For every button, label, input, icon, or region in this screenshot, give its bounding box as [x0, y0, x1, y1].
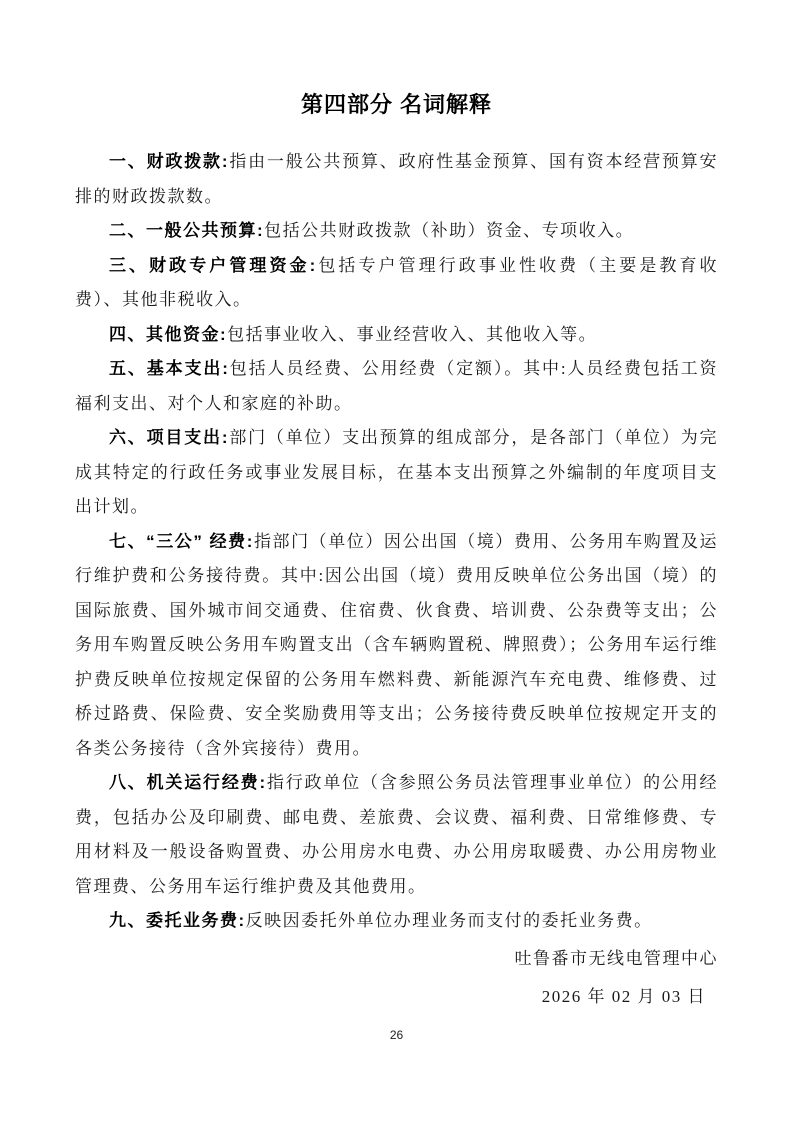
- term-paragraph: [75, 249, 718, 318]
- term-definition: 部门（单位）支出预算的组成部分，是各部门（单位）为完成其特定的行政任务或事业发展目标，在基本支出预算之外编制的年度项目支出计划。: [75, 428, 718, 516]
- term-definition: 反映因委托外单位办理业务而支付的委托业务费。: [245, 911, 653, 930]
- term-label: 五、基本支出:: [109, 359, 230, 378]
- term-paragraph: [75, 318, 718, 353]
- term-definition: 包括人员经费、公用经费（定额）。其中:人员经费包括工资福利支出、对个人和家庭的补助。: [75, 359, 718, 413]
- term-definition: 指由一般公共预算、政府性基金预算、国有资本经营预算安排的财政拨款数。: [75, 152, 718, 206]
- term-paragraph: [75, 766, 718, 904]
- term-label: 二、一般公共预算:: [109, 221, 265, 240]
- term-paragraph: [75, 352, 718, 421]
- term-definition: 指部门（单位）因公出国（境）费用、公务用车购置及运行维护费和公务接待费。其中:因公出国（境）费用反映单位公务出国（境）的国际旅费、国外城市间交通费、住宿费、伙食费、培训费、公杂费等支出；公务用车购置反映公务用车购置支出（含车辆购置税、牌照费）；公务用车运行维护费反映单位按规定保留的公务用车燃料费、新能源汽车充电费、维修费、过桥过路费、保险费、安全奖励费用等支出；公务接待费反映单位按规定开支的各类公务接待（含外宾接待）费用。: [75, 531, 719, 758]
- term-paragraph: [75, 525, 718, 767]
- term-label: 九、委托业务费:: [109, 911, 246, 930]
- term-label: 六、项目支出:: [109, 428, 230, 447]
- page-title: 第四部分 名词解释: [300, 92, 493, 117]
- term-definition: 包括专户管理行政事业性收费（主要是教育收费）、其他非税收入。: [75, 255, 718, 309]
- terms-list: [75, 145, 718, 939]
- term-paragraph: [75, 145, 718, 214]
- term-label: 八、机关运行经费:: [109, 773, 267, 792]
- term-paragraph: [75, 421, 718, 525]
- term-label: 七、“三公” 经费:: [109, 531, 254, 551]
- signature-date: 2026 年 02 月 03 日: [541, 987, 706, 1006]
- term-paragraph: [75, 904, 718, 939]
- signature-org: 吐鲁番市无线电管理中心: [514, 948, 718, 968]
- term-label: 四、其他资金:: [109, 324, 228, 344]
- term-definition: 指行政单位（含参照公务员法管理事业单位）的公用经费，包括办公及印刷费、邮电费、差旅费、会议费、福利费、日常维修费、专用材料及一般设备购置费、办公用房水电费、办公用房取暖费、办公用房物业管理费、公务用车运行维护费及其他费用。: [75, 773, 718, 896]
- term-label: 三、财政专户管理资金:: [109, 255, 317, 275]
- term-definition: 包括公共财政拨款（补助）资金、专项收入。: [264, 221, 635, 240]
- term-paragraph: [75, 214, 718, 249]
- term-definition: 包括事业收入、事业经营收入、其他收入等。: [227, 324, 598, 344]
- page-number: 26: [389, 1028, 404, 1042]
- term-label: 一、财政拨款:: [109, 152, 230, 171]
